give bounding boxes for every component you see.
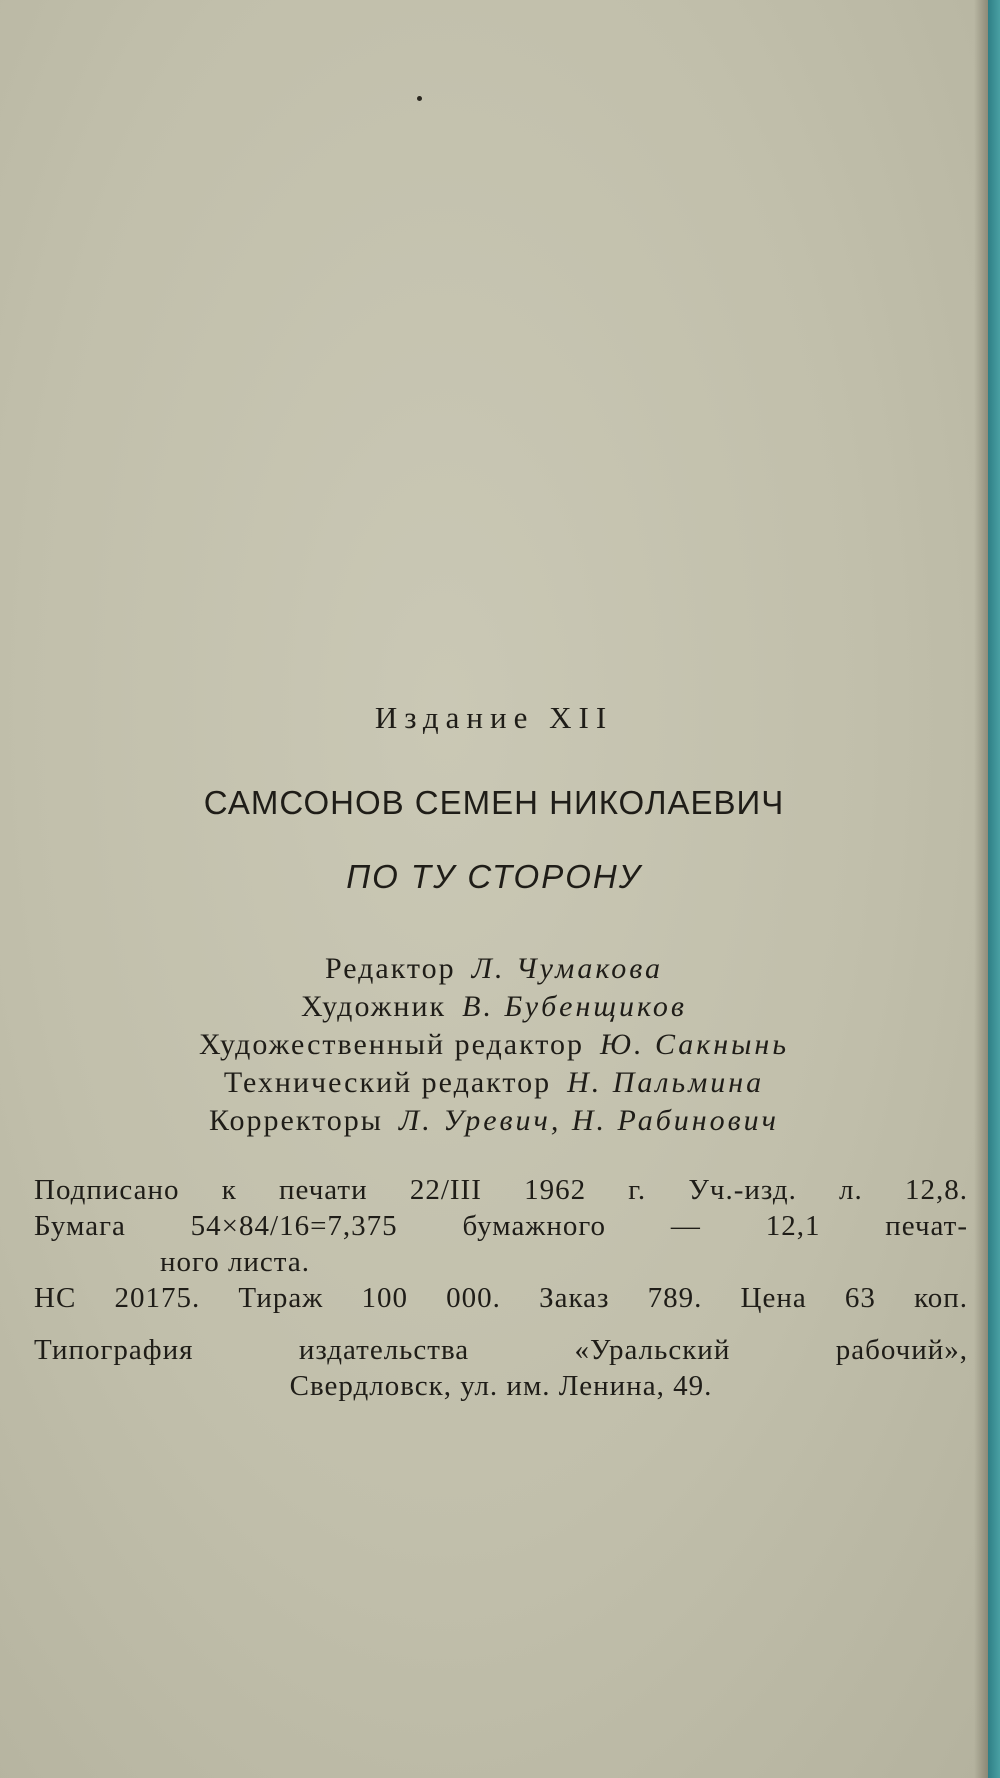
imprint-signed-line: Подписано к печати 22/III 1962 г. Уч.-изд. л. 12,8. [34, 1174, 968, 1206]
page-edge-shadow [974, 0, 988, 1778]
imprint-block [34, 1172, 968, 1404]
credit-name: В. Бубенщиков [462, 990, 687, 1023]
credit-role: Редактор [324, 952, 456, 985]
imprint-printer-address: Свердловск, ул. им. Ленина, 49. [289, 1370, 713, 1402]
credit-line [0, 950, 988, 988]
credit-line [0, 1102, 988, 1140]
credit-role: Корректоры [209, 1104, 383, 1137]
credit-line [0, 1026, 988, 1064]
credit-name: Л. Уревич, Н. Рабинович [398, 1104, 779, 1137]
credit-name: Л. Чумакова [471, 952, 664, 985]
imprint-paper-continuation: ного листа. [160, 1246, 310, 1278]
book-title: ПО ТУ СТОРОНУ [346, 858, 642, 895]
credit-role: Художник [301, 990, 447, 1023]
imprint-order-line: НС 20175. Тираж 100 000. Заказ 789. Цена 63 коп. [34, 1282, 968, 1314]
credit-name: Н. Пальмина [567, 1066, 765, 1099]
author-name: САМСОНОВ СЕМЕН НИКОЛАЕВИЧ [203, 784, 785, 821]
book-cover-edge [988, 0, 1000, 1778]
credits-block [0, 950, 988, 1140]
credit-line [0, 988, 988, 1026]
imprint-paper-line: Бумага 54×84/16=7,375 бумажного — 12,1 печат- [34, 1210, 968, 1242]
credit-name: Ю. Сакнынь [600, 1028, 789, 1061]
paper-speck [417, 96, 422, 101]
credit-line [0, 1064, 988, 1102]
imprint-printer-line: Типография издательства «Уральский рабочий», [34, 1334, 968, 1366]
edition-label: Издание XII [374, 700, 614, 735]
credit-role: Художественный редактор [199, 1028, 585, 1061]
credit-role: Технический редактор [223, 1066, 552, 1099]
